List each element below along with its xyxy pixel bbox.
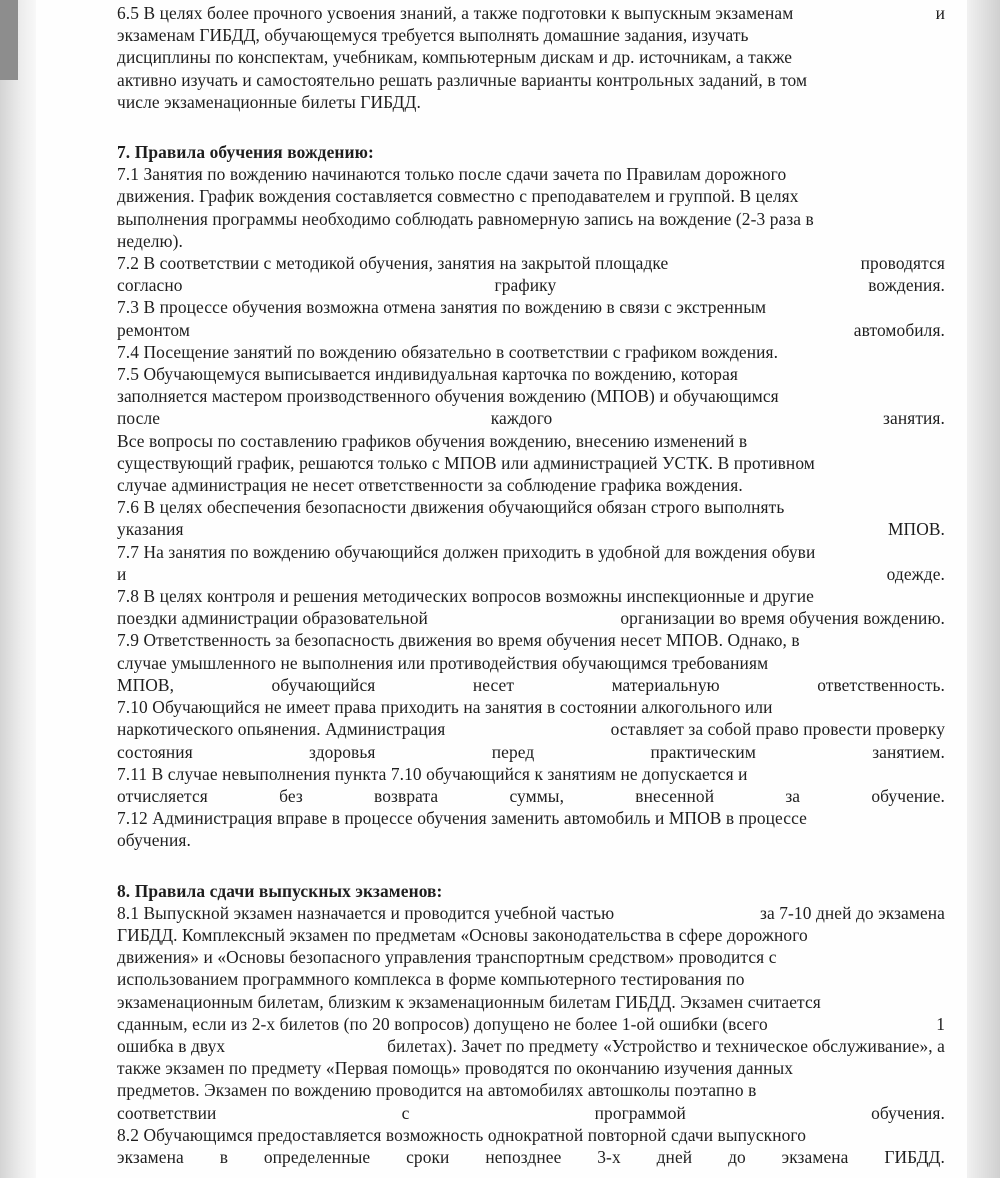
text-segment: обучения. (117, 830, 191, 851)
text-segment: занятия. (883, 408, 945, 429)
text-segment: дней (656, 1146, 693, 1167)
text-line (117, 69, 945, 91)
text-line (117, 91, 945, 113)
text-line (117, 1124, 945, 1146)
text-line (117, 452, 945, 474)
text-line (117, 185, 945, 207)
text-segment: 7.7 На занятия по вождению обучающийся должен приходить в удобной для вождения обуви (117, 541, 816, 562)
text-segment: программой (594, 1102, 686, 1123)
text-segment: материальную (611, 674, 720, 695)
text-segment: несет (472, 674, 515, 695)
text-segment: без (279, 785, 303, 806)
text-line (117, 652, 945, 674)
text-segment: существующий график, решаются только с МПОВ или администрацией УСТК. В противном (117, 452, 815, 473)
text-line (117, 2, 945, 24)
text-segment: случае администрация не несет ответственности за соблюдение графика вождения. (117, 475, 743, 496)
paragraph-6-5 (117, 2, 945, 113)
text-line (117, 252, 945, 274)
text-segment: одежде. (886, 563, 945, 584)
text-segment: 7.1 Занятия по вождению начинаются только после сдачи зачета по Правилам дорожного (117, 164, 787, 185)
text-segment: заполняется мастером производственного обучения вождению (МПОВ) и обучающимся (117, 386, 779, 407)
text-line (117, 541, 945, 563)
text-segment: обучающийся (271, 674, 376, 695)
scan-left-shadow (0, 0, 36, 1178)
text-segment: использованием программного комплекса в форме компьютерного тестирования по (117, 969, 745, 990)
text-line (117, 474, 945, 496)
text-segment: движения. График вождения составляется совместно с преподавателем и группой. В целях (117, 186, 799, 207)
text-segment: наркотического опьянения. Администрация (117, 719, 446, 740)
text-segment: 7.2 В соответствии с методикой обучения, занятия на закрытой площадке (117, 253, 669, 274)
text-segment: соответствии (117, 1102, 217, 1123)
text-line (117, 946, 945, 968)
text-segment: выполнения программы необходимо соблюдать равномерную запись на вождение (2-3 раза в (117, 208, 814, 229)
text-segment: числе экзаменационные билеты ГИБДД. (117, 91, 421, 112)
text-line (117, 607, 945, 629)
text-segment: 7.12 Администрация вправе в процессе обучения заменить автомобиль и МПОВ в процессе (117, 808, 807, 829)
text-segment: неделю). (117, 230, 183, 251)
text-segment: дисциплины по конспектам, учебникам, компьютерным дискам и др. источникам, а также (117, 47, 793, 68)
text-line (117, 319, 945, 341)
text-line (117, 785, 945, 807)
text-line (117, 585, 945, 607)
text-segment: 8.1 Выпускной экзамен назначается и проводится учебной частью (117, 902, 615, 923)
text-line (117, 1035, 945, 1057)
text-line (117, 807, 945, 829)
text-segment: экзаменам ГИБДД, обучающемуся требуется выполнять домашние задания, изучать (117, 25, 749, 46)
text-segment: движения» и «Основы безопасного управления транспортным средством» проводится с (117, 947, 777, 968)
text-line (117, 763, 945, 785)
text-line (117, 829, 945, 851)
text-line (117, 718, 945, 740)
text-segment: предметов. Экзамен по вождению проводится на автомобилях автошколы поэтапно в (117, 1080, 757, 1101)
section-7-heading: 7. Правила обучения вождению: (117, 142, 374, 163)
text-segment: активно изучать и самостоятельно решать различные варианты контрольных заданий, в том (117, 69, 808, 90)
text-segment: после (117, 408, 161, 429)
text-segment: за (785, 785, 801, 806)
text-segment: занятием. (872, 741, 945, 762)
text-line (117, 24, 945, 46)
text-line (117, 924, 945, 946)
text-segment: МПОВ, (117, 674, 175, 695)
text-line (117, 1102, 945, 1124)
text-line (117, 1013, 945, 1035)
text-segment: практическим (650, 741, 756, 762)
text-segment: в (219, 1146, 228, 1167)
text-segment: 7.11 В случае невыполнения пункта 7.10 обучающийся к занятиям не допускается и (117, 763, 748, 784)
text-line (117, 46, 945, 68)
text-segment: каждого (490, 408, 553, 429)
text-segment: обучение. (871, 785, 945, 806)
section-8-body (117, 902, 945, 1168)
text-segment: 7.5 Обучающемуся выписывается индивидуальная карточка по вождению, которая (117, 364, 739, 385)
text-segment: обучения. (871, 1102, 945, 1123)
text-segment: 7.10 Обучающийся не имеет права приходить на занятия в состоянии алкогольного или (117, 697, 773, 718)
text-line (117, 991, 945, 1013)
text-line (117, 696, 945, 718)
text-segment: оставляет за собой право провести проверку (610, 719, 945, 740)
document-page (36, 0, 967, 1178)
text-segment: 7.9 Ответственность за безопасность движения во время обучения несет МПОВ. Однако, в (117, 630, 800, 651)
text-segment: возврата (374, 785, 439, 806)
text-line (117, 741, 945, 763)
text-line (117, 163, 945, 185)
text-segment: ремонтом (117, 319, 190, 340)
text-line (117, 208, 945, 230)
text-segment: 7.4 Посещение занятий по вождению обязательно в соответствии с графиком вождения. (117, 341, 779, 362)
text-segment: 1 (936, 1013, 945, 1034)
text-line (117, 902, 945, 924)
document-body (117, 2, 945, 1168)
text-segment: за 7-10 дней до экзамена (759, 902, 945, 923)
text-line (117, 296, 945, 318)
text-line (117, 496, 945, 518)
text-segment: и (117, 563, 127, 584)
text-segment: до (728, 1146, 746, 1167)
text-segment: состояния (117, 741, 193, 762)
text-line (117, 363, 945, 385)
text-line (117, 968, 945, 990)
text-segment: согласно (117, 275, 183, 296)
text-line (117, 385, 945, 407)
text-line (117, 1057, 945, 1079)
section-8-heading: 8. Правила сдачи выпускных экзаменов: (117, 880, 443, 901)
text-segment: также экзамен по предмету «Первая помощь» проводятся по окончанию изучения данных (117, 1058, 794, 1079)
text-segment: поездки администрации образовательной (117, 608, 428, 629)
text-line (117, 674, 945, 696)
text-line (117, 1146, 945, 1168)
text-segment: ответственность. (817, 674, 945, 695)
text-segment: вождения. (868, 275, 945, 296)
text-line (117, 629, 945, 651)
text-segment: отчисляется (117, 785, 208, 806)
text-segment: с (401, 1102, 410, 1123)
text-segment: сроки (406, 1146, 450, 1167)
text-segment: проводятся (860, 253, 945, 274)
text-segment: внесенной (635, 785, 715, 806)
text-segment: экзамена (781, 1146, 849, 1167)
text-segment: сданным, если из 2-х билетов (по 20 вопросов) допущено не более 1-ой ошибки (всего (117, 1013, 768, 1034)
text-line (117, 1079, 945, 1101)
text-segment: МПОВ. (887, 519, 945, 540)
text-segment: 6.5 В целях более прочного усвоения знаний, а также подготовки к выпускным экзаменам (117, 3, 794, 23)
text-segment: непозднее (485, 1146, 562, 1167)
text-segment: определенные (263, 1146, 371, 1167)
text-segment: случае умышленного не выполнения или противодействия обучающимся требованиям (117, 652, 769, 673)
text-segment: билетах). Зачет по предмету «Устройство и техническое обслуживание», а (387, 1035, 945, 1056)
text-segment: Все вопросы по составлению графиков обучения вождению, внесению изменений в (117, 430, 748, 451)
text-line (117, 341, 945, 363)
text-line (117, 430, 945, 452)
text-segment: 3-х (597, 1146, 621, 1167)
text-segment: перед (491, 741, 535, 762)
text-line (117, 274, 945, 296)
text-segment: экзаменационным билетам, близким к экзаменационным билетам ГИБДД. Экзамен считается (117, 991, 821, 1012)
section-7-body (117, 163, 945, 851)
text-segment: ГИБДД. Комплексный экзамен по предметам «Основы законодательства в сфере дорожного (117, 924, 808, 945)
text-segment: экзамена (117, 1146, 184, 1167)
text-segment: автомобиля. (853, 319, 945, 340)
text-segment: 7.3 В процессе обучения возможна отмена занятия по вождению в связи с экстренным (117, 297, 767, 318)
text-segment: ошибка в двух (117, 1035, 226, 1056)
text-line (117, 407, 945, 429)
text-segment: суммы, (509, 785, 565, 806)
text-line (117, 563, 945, 585)
scan-left-dark-edge (0, 0, 18, 80)
text-segment: 8.2 Обучающимся предоставляется возможность однократной повторной сдачи выпускного (117, 1124, 807, 1145)
text-segment: графику (494, 275, 557, 296)
text-segment: 7.8 В целях контроля и решения методических вопросов возможны инспекционные и другие (117, 586, 814, 607)
text-segment: организации во время обучения вождению. (620, 608, 945, 629)
text-segment: 7.6 В целях обеспечения безопасности движения обучающийся обязан строго выполнять (117, 497, 785, 518)
text-segment: здоровья (309, 741, 376, 762)
text-segment: и (935, 3, 945, 23)
scan-right-edge (967, 0, 1000, 1178)
text-line (117, 518, 945, 540)
text-segment: ГИБДД. (884, 1146, 945, 1167)
text-line (117, 230, 945, 252)
text-segment: указания (117, 519, 184, 540)
